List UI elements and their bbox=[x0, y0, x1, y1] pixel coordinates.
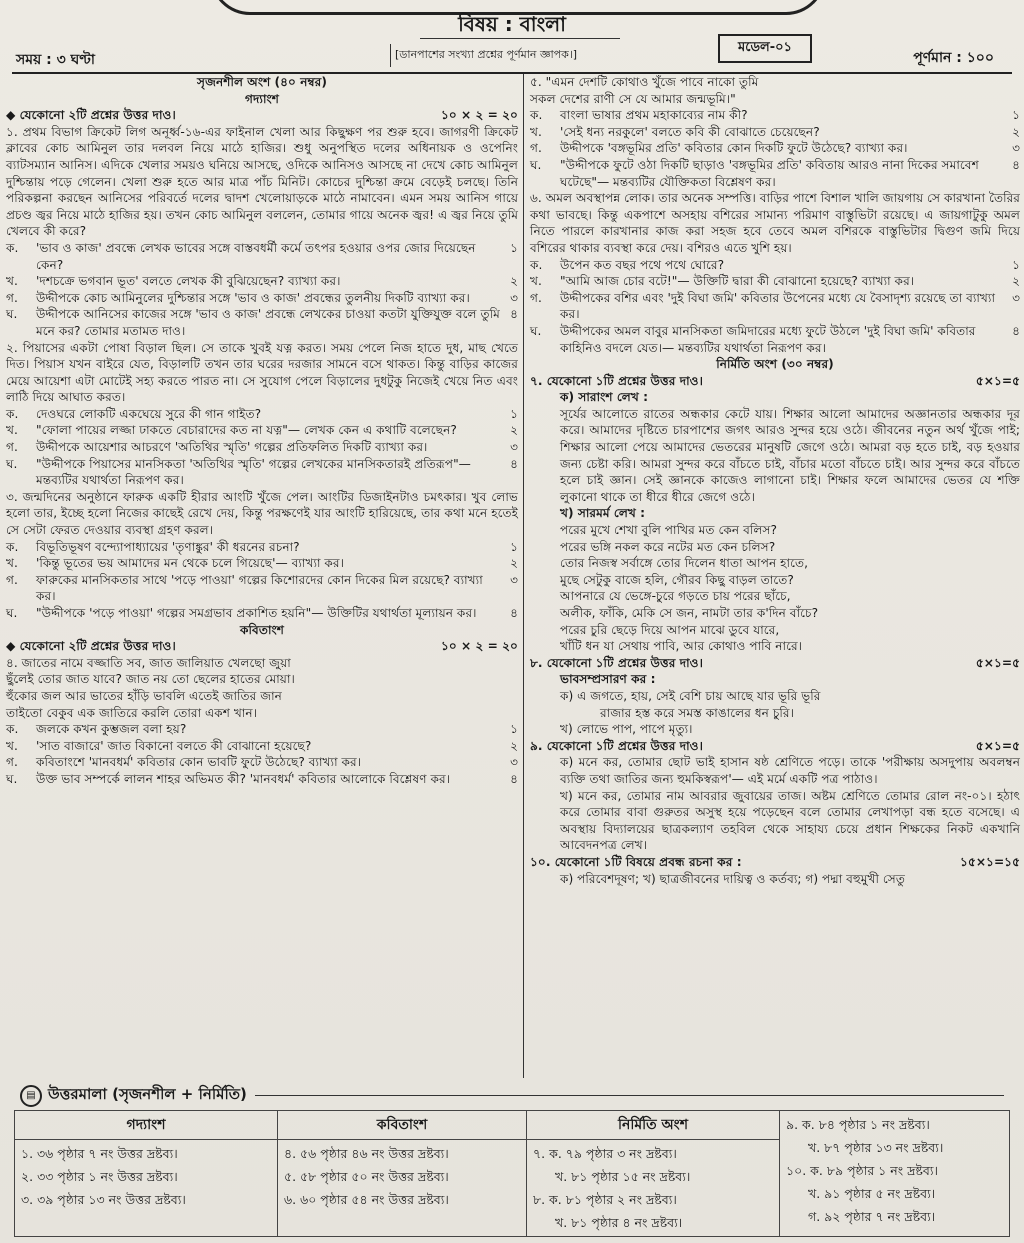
sub-question: গ. উদ্দীপকের বশির এবং 'দুই বিঘা জমি' কবিতার উপেনের মধ্যে যে বৈসাদৃশ্য রয়েছে তা ব্যাখ্যা কর। ৩ bbox=[530, 290, 1020, 322]
sub-question: ঘ. "উদ্দীপকে 'পড়ে পাওয়া' গল্পের সমগ্রভাব প্রকাশিত হয়নি"— উক্তিটির যথার্থতা মূল্যায়ন কর। ৪ bbox=[6, 606, 518, 620]
question-6-stem: ৬. অমল অবস্থাপন্ন লোক। তার অনেক সম্পত্তি। বাড়ির পাশে বিশাল খালি জায়গায় সে কারখানা তৈরির কথা ভাবছে। কিন্তু একপাশে অসহায় বশিরের সামান্য পরিমাণ বাস্তুভিটা রয়েছে। এ জায়গাটুকু অমল নিতে পারলে কারখানার কাজ করা সহজ হবে তেবে অমল বশিরকে বাস্তুভিটার দ্বিগুণ জমি দিয়ে বশিরের থাকার ব্যবস্থা করে দেয়। বশিরও এতে খুশি হয়। bbox=[530, 191, 1020, 255]
exam-time: সময় : ৩ ঘণ্টা bbox=[16, 52, 95, 68]
amplification-b: খ) লোভে পাপ, পাপে মৃত্যু। bbox=[560, 722, 693, 737]
answer-entry: ৫. ৫৮ পৃষ্ঠার ৫০ নং উত্তর দ্রষ্টব্য। bbox=[284, 1169, 449, 1184]
sub-question: খ. "আমি আজ চোর বটে!"— উক্তিটি দ্বারা কী বোঝানো হয়েছে? ব্যাখ্যা কর। ২ bbox=[530, 274, 1020, 289]
sub-question: খ. 'দশচক্রে ভগবান ভূত' বলতে লেখক কী বুঝিয়েছেন? ব্যাখ্যা কর। ২ bbox=[6, 274, 518, 289]
sub-question: ক. বিভূতিভূষণ বন্দ্যোপাধ্যায়ের 'তৃণাঙ্কুর' কী ধরনের রচনা? ১ bbox=[6, 539, 518, 554]
question-5-parts bbox=[530, 107, 1020, 190]
poem-line: হুঁকোর জল আর ভাতের হাঁড়ি ভাবলি এতেই জাতির জান bbox=[6, 688, 282, 703]
sub-question: খ. 'সেই ধন্য নরকুলে' বলতে কবি কী বোঝাতে চেয়েছেন? ২ bbox=[530, 124, 1020, 139]
answer-col-header-composition: নির্মিতি অংশ bbox=[527, 1111, 780, 1140]
summary-passage: সূর্যের আলোতে রাতের অন্ধকার কেটে যায়। শিক্ষার আলো আমাদের অজ্ঞানতার অন্ধকার দূর করে। আমাদের দৃষ্টিতে চারপাশের জগৎ আরও সুন্দর হয়ে ওঠে। জীবনের নতুন অর্থ খুঁজে পাই; শিক্ষার আলো পেয়ে আমাদের ভেতরের মানুষটি জেগে ওঠে। আমরা বড় হতে চাই, বড় হওয়ার জন্য চেষ্টা করি। আমরা সুন্দর করে বাঁচতে চাই, বাঁচার মতো বাঁচতে চাই। আর সুন্দর করে বাঁচতে হলে চাই জ্ঞান। সেই জ্ঞানকে কাজেও লাগানো চাই। শিক্ষার ফলে আমাদের ভেতর যে শক্তি লুকানো থাকে তা ধীরে ধীরে জেগে ওঠে। bbox=[560, 406, 1020, 504]
full-marks: পূর্ণমান : ১০০ bbox=[913, 50, 994, 66]
question-6-parts bbox=[530, 257, 1020, 357]
subject-underline bbox=[420, 38, 620, 39]
question-3-stem: ৩. জন্মদিনের অনুষ্ঠানে ফারুক একটি হীরার আংটি খুঁজে পেল। আংটির ডিজাইনটাও চমৎকার। খুব লোভ হলো তার, ইচ্ছে হলো নিজের কাছেই রেখে দেয়, কিন্তু পরক্ষণেই যার আংটি হারিয়েছে, তার কথা মনে হতেই সে সেটা ফেরত দেওয়ার ব্যবস্থা গ্রহণ করল। bbox=[6, 489, 518, 538]
sub-question: ক. বাংলা ভাষার প্রথম মহাকাব্যের নাম কী? ১ bbox=[530, 108, 1020, 123]
answer-entry: খ. ৮১ পৃষ্ঠার ৪ নং দ্রষ্টব্য। bbox=[555, 1215, 683, 1230]
instruction-text: ◆ যেকোনো ২টি প্রশ্নের উত্তর দাও। bbox=[6, 639, 176, 654]
sub-question: ক. 'ভাব ও কাজ' প্রবন্ধে লেখক ভাবের সঙ্গে বাস্তবধর্মী কর্মে তৎপর হওয়ার ওপর জোর দিয়েছেন কেন? ১ bbox=[6, 240, 518, 272]
question-8-instruction: ৮. যেকোনো ১টি প্রশ্নের উত্তর দাও। bbox=[530, 655, 703, 670]
sub-question: ঘ. উদ্দীপকে আনিসের কাজের সঙ্গে 'ভাব ও কাজ' প্রবন্ধে লেখকের চাওয়া কতটা যুক্তিযুক্ত বলে তুমি মনে কর? তোমার মতামত দাও। ৪ bbox=[6, 307, 518, 338]
answer-entry: ৮. ক. ৮১ পৃষ্ঠার ২ নং দ্রষ্টব্য। bbox=[533, 1192, 677, 1207]
sub-question: খ. 'সাত বাজারে' জাত বিকানো বলতে কী বোঝানো হয়েছে? ২ bbox=[6, 738, 518, 753]
answer-entry: ২. ৩৩ পৃষ্ঠার ১ নং উত্তর দ্রষ্টব্য। bbox=[21, 1169, 178, 1184]
right-column bbox=[530, 74, 1020, 887]
prose-title: গদ্যাংশ bbox=[245, 91, 279, 106]
question-3-parts bbox=[6, 539, 518, 622]
poem-line: ৫. "এমন দেশটি কোথাও খুঁজে পাবে নাকো তুমি bbox=[530, 75, 759, 89]
poem-line: ছুঁলেই তোর জাত যাবে? জাত নয় তো ছেলের হাতের মোয়া। bbox=[6, 672, 295, 687]
poem-line: ৪. জাতের নামে বজ্জাতি সব, জাত জালিয়াত খেলছো জুয়া bbox=[6, 655, 291, 670]
instruction-row-2 bbox=[6, 638, 518, 655]
question-2-stem: ২. পিয়াসের একটা পোষা বিড়াল ছিল। সে তাকে খুবই যত্ন করত। সময় পেলে নিজ হাতে দুধ, মাছ খেতে দিত। পিয়াস যখন বাইরে যেত, বিড়ালটি তখন তার ঘরের দরজার সামনে বসে থাকত। কিন্তু বাড়ির কাজের মেয়ে আয়েশা এটা মোটেই সহ্য করতে পারত না। সে সুযোগ পেলে বিড়ালের দুধটুকু নিজেই খেয়ে নিত এবং লাঠি দিয়ে আঘাত করত। bbox=[6, 340, 518, 405]
answer-entry: ৯. ক. ৮৪ পৃষ্ঠার ১ নং দ্রষ্টব্য। bbox=[786, 1117, 930, 1132]
question-7-instruction: ৭. যেকোনো ১টি প্রশ্নের উত্তর দাও। bbox=[530, 373, 703, 388]
answer-entry: ৭. ক. ৭৯ পৃষ্ঠার ৩ নং দ্রষ্টব্য। bbox=[533, 1146, 677, 1161]
section-title-composition: নির্মিতি অংশ (৩০ নম্বর) bbox=[716, 357, 834, 372]
left-column bbox=[6, 74, 518, 788]
answer-key-title: উত্তরমালা (সৃজনশীল + নির্মিতি) bbox=[48, 1085, 247, 1103]
summary-heading: ক) সারাংশ লেখ : bbox=[560, 390, 649, 405]
poem-line: খাঁটি ধন যা সেথায় পাবি, আর কোথাও পাবি নারে। bbox=[560, 639, 803, 654]
sub-question: ঘ. "উদ্দীপকে ফুটে ওঠা দিকটি ছাড়াও 'বঙ্গভূমির প্রতি' কবিতায় আরও নানা দিকের সমাবেশ ঘটেছে"— মন্তব্যটির যৌক্তিকতা বিশ্লেষণ কর। ৪ bbox=[530, 157, 1020, 189]
poem-line: তাইতো বেকুব এক জাতিরে করলি তোরা একশ খান। bbox=[6, 705, 258, 720]
question-1-stem: ১. প্রথম বিভাগ ক্রিকেট লিগ অনূর্ধ্ব-১৬-এর ফাইনাল খেলা আর কিছুক্ষণ পর শুরু হবে। জাগরণী ক্রিকেট ক্লাবের কোচ আমিনুল তার দলবল নিয়ে মাঠে হাজির। শুধু অনুপস্থিত দলের অধিনায়ক ও ওপেনিং ব্যাটসম্যান আনিস। এদিকে খেলার সময়ও ঘনিয়ে আসছে, ওদিকে আনিসও আসছে না দেখে কোচ আমিনুল দুশ্চিন্তায় পড়ে গেলেন। খেলা শুরু হতে আর মাত্র পাঁচ মিনিট। কোচের দুশ্চিন্তা ক্রমে বেড়েই চলছে। তিনি পরিকল্পনা করছেন আনিসের পরিবর্তে দলের দ্বাদশ খেলোয়াড়কে মাঠে নামাবেন। এমন সময় আনিস গায়ে প্রচণ্ড জ্বর নিয়ে মাঠে হাজির হয়। তখন কোচ আমিনুল বললেন, তোমার গায়ে অনেক জ্বর! এ জ্বর নিয়ে তুমি খেলবে কী করে? bbox=[6, 124, 518, 239]
amplification-a-line-2: রাজার হস্ত করে সমস্ত কাঙালের ধন চুরি। bbox=[600, 705, 794, 720]
sub-question: গ. কবিতাংশে 'মানবধর্ম' কবিতার কোন ভাবটি ফুটে উঠেছে? ব্যাখ্যা কর। ৩ bbox=[6, 755, 518, 770]
essay-topics: ক) পরিবেশদূষণ; খ) ছাত্রজীবনের দায়িত্ব ও কর্তব্য; গ) পদ্মা বহুমুখী সেতু bbox=[560, 871, 905, 886]
sub-question: ঘ. উক্ত ভাব সম্পর্কে লালন শাহর অভিমত কী? 'মানবধর্ম' কবিতার আলোকে বিশ্লেষণ কর। ৪ bbox=[6, 771, 518, 786]
letter-option-b: খ) মনে কর, তোমার নাম আবরার জুবায়ের তাজ। অষ্টম শ্রেণিতে তোমার রোল নং-০১। হঠাৎ করে তোমার বাবা গুরুতর অসুস্থ হয়ে পড়েছেন বলে তোমার লেখাপড়া বন্ধ হতে বসেছে। এ অবস্থায় বিদ্যালয়ের ছাত্রকল্যাণ তহবিল থেকে সাহায্য চেয়ে প্রধান শিক্ষকের নিকট একখানি আবেদনপত্র লেখ। bbox=[560, 788, 1020, 853]
question-7-header bbox=[530, 373, 1020, 390]
poem-line: তোর নিজস্ব সর্বাঙ্গে তোর দিলেন ধাতা আপন হাতে, bbox=[560, 556, 809, 571]
question-10-header bbox=[530, 854, 1020, 871]
poem-line: আপনারে যে ভেঙ্গে-চুরে গড়তে চায় পরের ছাঁচে, bbox=[560, 589, 791, 604]
amplification-a-line-1: ক) এ জগতে, হায়, সেই বেশি চায় আছে যার ভূরি ভূরি bbox=[560, 688, 821, 703]
marks-note: [ডানপাশের সংখ্যা প্রশ্নের পূর্ণমান জ্ঞাপক।] bbox=[390, 44, 581, 67]
model-label: মডেল-০১ bbox=[718, 34, 812, 63]
sub-question: ঘ. উদ্দীপকের অমল বাবুর মানসিকতা জমিদারের মধ্যে ফুটে উঠলে 'দুই বিঘা জমি' কবিতার কাহিনিও বদলে যেত।— মন্তব্যটির যথার্থতা নিরূপণ কর। ৪ bbox=[530, 323, 1020, 355]
question-7-marks: ৫×১=৫ bbox=[975, 373, 1020, 388]
document-icon: ▤ bbox=[20, 1085, 42, 1107]
question-1-parts bbox=[6, 240, 518, 340]
question-4-parts bbox=[6, 721, 518, 787]
instruction-marks: ১০ × ২ = ২০ bbox=[440, 108, 518, 123]
question-8-header bbox=[530, 655, 1020, 672]
sub-question: ক. জলকে কখন কুম্ভজল বলা হয়? ১ bbox=[6, 722, 518, 737]
question-4-poem bbox=[6, 655, 518, 721]
poem-line: মুছে সেটুকু বাজে হলি, গৌরব কিছু বাড়ল তাতে? bbox=[560, 572, 794, 587]
instruction-marks: ১০ × ২ = ২০ bbox=[440, 639, 518, 654]
answer-entry: খ. ৯১ পৃষ্ঠার ৫ নং দ্রষ্টব্য। bbox=[808, 1186, 936, 1201]
column-divider bbox=[523, 74, 524, 1078]
amplification-heading: ভাবসম্প্রসারণ কর : bbox=[560, 672, 656, 687]
answer-key-header-row bbox=[15, 1111, 1010, 1140]
poem-line: পরের ভঙ্গি নকল করে নটের মত কেন চলিস? bbox=[560, 539, 776, 554]
answer-entry: ৬. ৬০ পৃষ্ঠার ৫৪ নং উত্তর দ্রষ্টব্য। bbox=[284, 1192, 449, 1207]
answer-entry: ৩. ৩৯ পৃষ্ঠার ১৩ নং উত্তর দ্রষ্টব্য। bbox=[21, 1192, 186, 1207]
sub-question: গ. উদ্দীপকে আয়েশার আচরণে 'অতিথির স্মৃতি' গল্পের প্রতিফলিত দিকটি ব্যাখ্যা কর। ৩ bbox=[6, 440, 518, 455]
sub-question: ক. দেওঘরে লোকটি একঘেয়ে সুরে কী গান গাইত? ১ bbox=[6, 406, 518, 421]
question-5-poem bbox=[530, 74, 1020, 107]
question-9-header bbox=[530, 738, 1020, 755]
sub-question: গ. ফারুকের মানসিকতার সাথে 'পড়ে পাওয়া' গল্পের কিশোরদের কোন দিকের মিল রয়েছে? ব্যাখ্যা কর। ৩ bbox=[6, 572, 518, 604]
gist-poem bbox=[530, 522, 1020, 655]
sub-question: গ. উদ্দীপকে 'বঙ্গভূমির প্রতি' কবিতার কোন দিকটি ফুটে উঠেছে? ব্যাখ্যা কর। ৩ bbox=[530, 141, 1020, 156]
answer-entry: খ. ৮১ পৃষ্ঠার ১৫ নং দ্রষ্টব্য। bbox=[555, 1169, 691, 1184]
answer-col-1 bbox=[15, 1140, 278, 1237]
answer-col-3 bbox=[527, 1140, 780, 1237]
poem-line: পরের চুরি ছেড়ে দিয়ে আপন মাঝে ডুবে যারে, bbox=[560, 622, 780, 637]
question-10-instruction: ১০. যেকোনো ১টি বিষয়ে প্রবন্ধ রচনা কর : bbox=[530, 854, 742, 869]
answer-key-rule bbox=[255, 1095, 1004, 1096]
instruction-row bbox=[6, 107, 518, 124]
sub-question: গ. উদ্দীপকে কোচ আমিনুলের দুশ্চিন্তার সঙ্গে 'ভাব ও কাজ' প্রবন্ধের তুলনীয় দিকটি ব্যাখ্যা কর। ৩ bbox=[6, 290, 518, 305]
instruction-text: ◆ যেকোনো ২টি প্রশ্নের উত্তর দাও। bbox=[6, 108, 176, 123]
answer-entry: ১০. ক. ৮৯ পৃষ্ঠার ১ নং দ্রষ্টব্য। bbox=[786, 1163, 938, 1178]
sub-question: ঘ. "উদ্দীপকে পিয়াসের মানসিকতা 'অতিথির স্মৃতি' গল্পের লেখকের মানসিকতারই প্রতিরূপ"— মন্তব্যটির যথার্থতা নিরূপণ কর। ৪ bbox=[6, 456, 518, 488]
poem-line: পরের মুখে শেখা বুলি পাখির মত কেন বলিস? bbox=[560, 523, 777, 538]
answer-entry: ১. ৩৬ পৃষ্ঠার ৭ নং উত্তর দ্রষ্টব্য। bbox=[21, 1146, 178, 1161]
subject-title: বিষয় : বাংলা bbox=[458, 12, 566, 36]
question-10-marks: ১৫×১=১৫ bbox=[960, 854, 1020, 869]
answer-col-header-poem: কবিতাংশ bbox=[278, 1111, 527, 1140]
poem-title: কবিতাংশ bbox=[240, 622, 284, 637]
question-9-marks: ৫×১=৫ bbox=[975, 738, 1020, 753]
sub-question: খ. "ফোলা পায়ের লজ্জা ঢাকতে বেচারাদের কত না যত্ন"— লেখক কেন এ কথাটি বলেছেন? ২ bbox=[6, 423, 518, 438]
question-9-instruction: ৯. যেকোনো ১টি প্রশ্নের উত্তর দাও। bbox=[530, 738, 703, 753]
letter-option-a: ক) মনে কর, তোমার ছোট ভাই হাসান ষষ্ঠ শ্রেণিতে পড়ে। তাকে 'পরীক্ষায় অসদুপায় অবলম্বন ব্যক্তি তথা জাতির জন্য হুমকিস্বরূপ'— এই মর্মে একটি পত্র পাঠাও। bbox=[560, 755, 1020, 786]
answer-entry: খ. ৮৭ পৃষ্ঠার ১৩ নং দ্রষ্টব্য। bbox=[808, 1140, 944, 1155]
question-8-marks: ৫×১=৫ bbox=[975, 655, 1020, 670]
answer-col-header-prose: গদ্যাংশ bbox=[15, 1111, 278, 1140]
poem-line: অলীক, ফাঁকি, মেকি সে জন, নামটা তার ক'দিন বাঁচে? bbox=[560, 606, 819, 620]
answer-entry: ৪. ৫৬ পৃষ্ঠার ৪৬ নং উত্তর দ্রষ্টব্য। bbox=[284, 1146, 449, 1161]
section-title-creative: সৃজনশীল অংশ (৪০ নম্বর) bbox=[197, 75, 327, 89]
answer-key-heading bbox=[20, 1083, 247, 1108]
answer-col-2 bbox=[278, 1140, 527, 1237]
sub-question: ক. উপেন কত বছর পথে পথে ঘোরে? ১ bbox=[530, 257, 1020, 272]
question-2-parts bbox=[6, 406, 518, 489]
poem-line: সকল দেশের রাণী সে যে আমার জন্মভূমি।" bbox=[530, 91, 736, 106]
answer-key-table bbox=[14, 1110, 1010, 1237]
answer-col-4 bbox=[780, 1111, 1010, 1237]
sub-question: খ. 'কিন্তু ভূতের ভয় আমাদের মন থেকে চলে গিয়েছে'— ব্যাখ্যা কর। ২ bbox=[6, 556, 518, 571]
answer-entry: গ. ৯২ পৃষ্ঠার ৭ নং দ্রষ্টব্য। bbox=[808, 1209, 936, 1224]
gist-heading: খ) সারমর্ম লেখ : bbox=[560, 506, 646, 521]
